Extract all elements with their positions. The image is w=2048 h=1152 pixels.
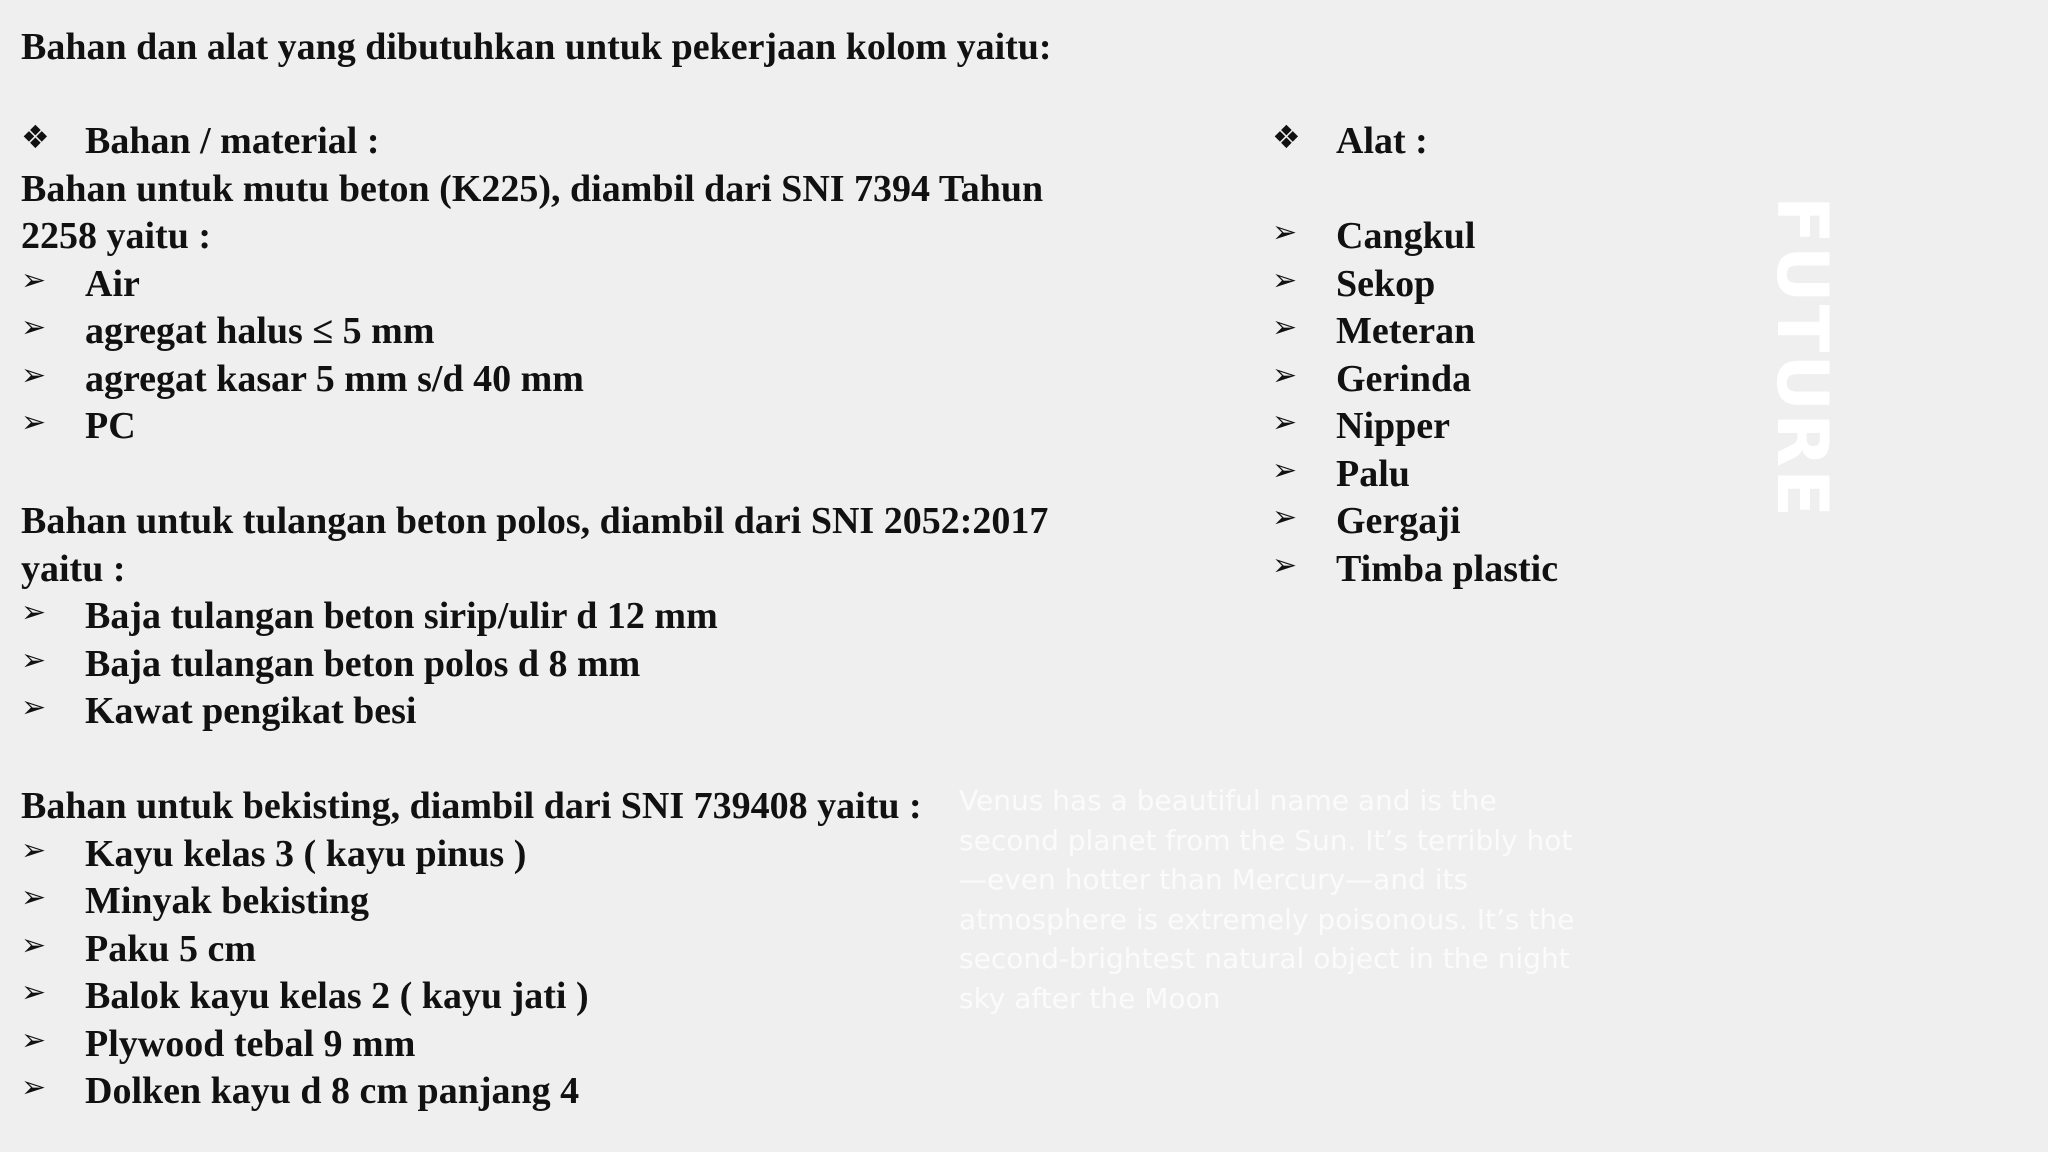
page-heading: Bahan dan alat yang dibutuhkan untuk pekerjaan kolom yaitu: (21, 26, 1052, 68)
arrow-bullet-icon: ➢ (21, 832, 47, 868)
arrow-bullet-icon: ➢ (21, 880, 47, 915)
arrow-bullet-icon: ➢ (1272, 262, 1298, 298)
arrow-bullet-icon: ➢ (21, 405, 47, 440)
list-item (21, 641, 1171, 689)
diamond-bullet-icon: ❖ (21, 118, 50, 156)
arrow-bullet-icon: ➢ (1272, 500, 1298, 535)
arrow-bullet-icon: ➢ (21, 642, 47, 678)
bekisting-item: Plywood tebal 9 mm (85, 1022, 416, 1065)
alat-title-row (1272, 118, 1772, 166)
alat-item: Nipper (1336, 405, 1450, 447)
bekisting-item: Balok kayu kelas 2 ( kayu jati ) (85, 975, 589, 1017)
bahan-column (21, 118, 1171, 1116)
list-item (21, 878, 1171, 926)
alat-item: Cangkul (1336, 215, 1476, 257)
list-item (1272, 498, 1772, 546)
arrow-bullet-icon: ➢ (1272, 357, 1298, 393)
arrow-bullet-icon: ➢ (21, 1070, 47, 1105)
arrow-bullet-icon: ➢ (1272, 405, 1298, 440)
diamond-bullet-icon: ❖ (1272, 118, 1301, 156)
alat-item: Palu (1336, 452, 1410, 495)
arrow-bullet-icon: ➢ (21, 927, 47, 963)
arrow-bullet-icon: ➢ (21, 357, 47, 393)
list-item (21, 831, 1171, 879)
list-item (1272, 403, 1772, 451)
arrow-bullet-icon: ➢ (21, 595, 47, 630)
arrow-bullet-icon: ➢ (21, 690, 47, 725)
bekisting-item: Dolken kayu d 8 cm panjang 4 (85, 1070, 580, 1112)
list-item (21, 688, 1171, 736)
alat-title: Alat : (1336, 120, 1428, 162)
list-item (21, 356, 1171, 404)
bekisting-item: Minyak bekisting (85, 880, 370, 922)
beton-item: agregat halus ≤ 5 mm (85, 310, 435, 352)
alat-item: Sekop (1336, 262, 1436, 305)
list-item (21, 926, 1171, 974)
list-item (21, 973, 1171, 1021)
beton-intro-line-1: Bahan untuk mutu beton (K225), diambil dari SNI 7394 Tahun (21, 167, 1044, 210)
beton-intro-line-2: 2258 yaitu : (21, 215, 211, 257)
alat-item: Gerinda (1336, 357, 1472, 400)
list-item (1272, 261, 1772, 309)
list-item (1272, 451, 1772, 499)
tulangan-item: Baja tulangan beton polos d 8 mm (85, 642, 641, 685)
arrow-bullet-icon: ➢ (1272, 310, 1298, 345)
list-item (21, 1021, 1171, 1069)
list-item (21, 261, 1171, 309)
alat-item: Timba plastic (1336, 547, 1559, 590)
list-item (21, 1068, 1171, 1116)
bekisting-item: Kayu kelas 3 ( kayu pinus ) (85, 832, 527, 875)
alat-item: Gergaji (1336, 500, 1461, 542)
beton-item: PC (85, 405, 136, 447)
alat-column (1272, 118, 1772, 593)
bekisting-intro: Bahan untuk bekisting, diambil dari SNI 739408 yaitu : (21, 785, 922, 827)
tulangan-intro-line-2: yaitu : (21, 547, 126, 590)
arrow-bullet-icon: ➢ (21, 262, 47, 298)
list-item (21, 403, 1171, 451)
list-item (1272, 356, 1772, 404)
arrow-bullet-icon: ➢ (21, 1022, 47, 1058)
arrow-bullet-icon: ➢ (21, 310, 47, 345)
alat-item: Meteran (1336, 310, 1476, 352)
bahan-title: Bahan / material : (85, 120, 380, 162)
bahan-title-row (21, 118, 1171, 166)
bekisting-item: Paku 5 cm (85, 927, 256, 970)
arrow-bullet-icon: ➢ (21, 975, 47, 1010)
tulangan-intro-line-1: Bahan untuk tulangan beton polos, diambil dari SNI 2052:2017 (21, 500, 1049, 542)
arrow-bullet-icon: ➢ (1272, 452, 1298, 488)
list-item (1272, 546, 1772, 594)
tulangan-item: Kawat pengikat besi (85, 690, 417, 732)
list-item (21, 593, 1171, 641)
tulangan-item: Baja tulangan beton sirip/ulir d 12 mm (85, 595, 718, 637)
watermark-title: FUTURE (1761, 196, 1843, 519)
beton-item: agregat kasar 5 mm s/d 40 mm (85, 357, 584, 400)
list-item (21, 308, 1171, 356)
arrow-bullet-icon: ➢ (1272, 547, 1298, 583)
arrow-bullet-icon: ➢ (1272, 215, 1298, 250)
list-item (1272, 213, 1772, 261)
watermark-paragraph: Venus has a beautiful name and is the second planet from the Sun. It’s terribly hot—even hotter than Mercury—and its atmosphere is extremely poisonous. It’s the second-brightest natural object in the night sky after the Moon (959, 784, 1575, 1015)
list-item (1272, 308, 1772, 356)
beton-item: Air (85, 262, 140, 305)
